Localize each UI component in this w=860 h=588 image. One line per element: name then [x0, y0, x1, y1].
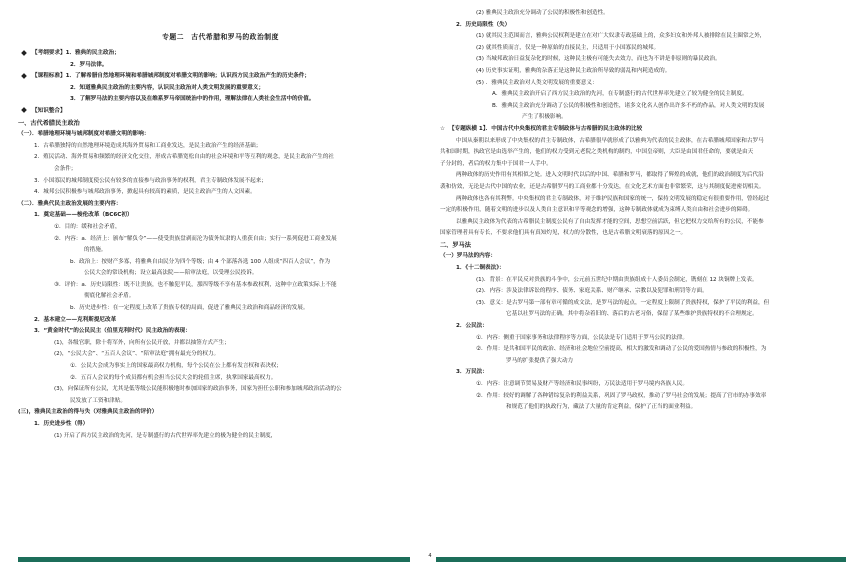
text-line — [18, 303, 423, 315]
text-line-content: 二、罗马法 — [440, 241, 471, 249]
text-line-content: 2．罗马法律。 — [70, 61, 108, 68]
text-line — [440, 356, 845, 368]
text-line-content: 它基以社罗马法的正确，其中将杂着旧的、落后的古老习俗，保留了某些维护贵族特权的不合理规定。 — [506, 311, 758, 318]
text-line — [18, 338, 423, 350]
text-line — [440, 321, 845, 333]
text-line-content: ②．内容：a．经济上：颁布“解负令”——使受贵族盘剥而沦为债务奴隶的人重获自由；实行一系列促进工商业发展 — [54, 235, 337, 242]
text-line — [440, 78, 845, 90]
text-line — [18, 234, 423, 246]
text-line-content: 和规范了他们的执政行为，藏法了大量的肯定利益，保护了正当的面业利益。 — [506, 404, 697, 411]
text-line — [440, 391, 845, 403]
text-line-content: ③．评价：a．历史局限性：既不让贵族，也不触犯平民，那四等级不享有基本参政权利，这种中立政策实际上不能 — [54, 281, 337, 288]
text-line-content: 3．万民法： — [456, 369, 488, 376]
text-line-content: 两种政体也各有其利弊。中央集权的君主专制政体，对于维护民族和国家的统一，保持文明发展的稳定有很重要作用，曾经起过 — [456, 195, 770, 202]
text-line — [440, 263, 845, 275]
text-line — [18, 187, 423, 199]
text-line-content: 袭和仿效，无论是古代中国的农业，还是古希腊罗马的工商业都十分发达，在文化艺术方面也非常繁荣，这与其制度促进密切相关。 — [440, 183, 765, 190]
text-line-content: 会条件； — [54, 165, 77, 172]
text-line — [440, 205, 845, 217]
left-column-text — [18, 48, 423, 442]
text-line — [18, 280, 423, 292]
text-line-content: 中国从秦朝以来形成了中央集权的君主专制政体，古希腊很早就形成了以雅典为代表的民主政体，在古希腊城邦国家和古罗马 — [456, 137, 764, 144]
text-line — [18, 384, 423, 396]
diamond-bullet-icon — [21, 50, 27, 56]
text-line-content: (1)．背景：在平民反对贵族的斗争中，公元前五世纪中期由贵族组成十人委员会制定，镌刻在 12 块铜牌上发表。 — [476, 276, 758, 283]
text-line-content: 共和国时期，执政官是由选举产生的，他们的权力受到元老院之类机构的制约，中国皇帝则，大臣是由国君任命的，要就是由天 — [440, 149, 754, 156]
text-line-content: 1．古希腊独特的自然地理环境造成其海外贸易和工商业发达，是民主政治产生的经济基础； — [34, 142, 262, 149]
text-line — [440, 194, 845, 206]
text-line-content: ①．内容：注意调节贸易及财产等经济和民事纠纷，万民法适用于罗马境内各族人民。 — [476, 381, 688, 387]
text-line — [18, 71, 423, 83]
diamond-bullet-icon — [21, 108, 27, 114]
text-line — [440, 20, 845, 32]
right-column — [440, 8, 845, 414]
text-line-content: B．雅典民主政治充分调动了公民的积极性和创造性，诸多文化名人创作出许多不朽的作品，对人类文明的发展 — [492, 102, 765, 109]
text-line — [440, 298, 845, 310]
text-line-content: b．政治上：按财产多寡，将雅典自由民分为四个等级；由 4 个部落各选 100 人组成“四百人会议”，作为 — [70, 258, 331, 265]
text-line-content: 国家管理者具有专长，不要求他们具有真知灼见，权力的分散性，也是古希腊文明衰落的原因之一。 — [440, 230, 687, 237]
text-line-content: ②．作用：较好的调解了各种错综复杂的利益关系，巩固了罗马政权，推动了罗马社会的发展；提高了官市的办事效率 — [476, 392, 767, 399]
text-line-content: 【课程标准】1．了解希腊自然地理环境和希腊城邦制度对希腊文明的影响；认识西方民主政治产生的历史条件； — [32, 73, 310, 80]
text-line-content: 1．《十二铜表法》： — [456, 265, 505, 272]
text-line-content: ②．作用：是共和国平民的政治、经济和社会地位空前提高，相大的激发和调动了公民的爱国热情与参政的积极性，为 — [476, 346, 767, 353]
text-line — [440, 344, 845, 356]
text-line-content: (3)，向保证所有公民，尤其是低等级公民能积极地时参加国家的政治事务，国家为担任公职和参加城邦政治活动的公 — [54, 386, 342, 393]
text-line — [440, 309, 845, 321]
text-line-content: （二）．雅典代民主政治发展的主要内容： — [18, 200, 122, 207]
text-line — [440, 240, 845, 252]
text-line — [440, 182, 845, 194]
text-line-content: 2．殖民活动、海外贸易和频繁的经济文化交往，形成古希腊宽松自由的社会环境和平等互利的观念，是民主政治产生的社 — [34, 154, 335, 161]
star-icon: ☆ — [440, 125, 446, 132]
text-line-content: ①．内容：侧重于国家事务和法律程序等方面，公民法是专门适用于罗马公民的法律。 — [476, 334, 688, 341]
text-line-content: (2) 雅典民主政治充分调动了公民的积极性和创造性。 — [476, 10, 609, 16]
text-line — [18, 419, 423, 431]
text-line-content: (2) 就其性质而言，仅是一种原始的直接民主，只适用于小国寡民的城邦。 — [476, 44, 660, 51]
right-column-text — [440, 8, 845, 414]
text-line-content: (1)，各级官职，除十将军外，向所有公民开放，并都以抽签方式产生； — [54, 339, 230, 346]
text-line-content: 3．了解罗马法的主要内容以及在维系罗马帝国统治中的作用，理解法律在人类社会生活中的价值。 — [70, 96, 315, 103]
text-line-content: (2)，“公民大会”、“五百人会议”、“陪审法庭”拥有最充分的权力。 — [54, 351, 220, 358]
text-line-content: b．历史进步性：在一定程度上改革了贵族专权的局面，促进了雅典民主政治和商品经济的发展。 — [70, 305, 309, 312]
text-line — [18, 60, 423, 72]
text-line — [440, 333, 845, 345]
text-line — [18, 141, 423, 153]
text-line-content: 2．知道雅典民主政治的主要内容，认识民主政治对人类文明发展的重要意义； — [70, 84, 265, 91]
text-line — [18, 222, 423, 234]
text-line-content: 公民大会的常设机构；设立最高法院——陪审法庭，以受理公民投诉。 — [84, 270, 258, 277]
text-line-content: ②．五百人会议的每个成员都有机会担当公民大会的轮值主席，执掌国家最高权力。 — [70, 374, 277, 381]
text-line — [18, 373, 423, 385]
text-line — [18, 83, 423, 95]
left-column — [18, 8, 423, 442]
text-line-content: 2．历史局限性（失） — [456, 21, 511, 28]
text-line — [18, 268, 423, 280]
text-line — [440, 286, 845, 298]
text-line — [440, 367, 845, 379]
text-line-content: 2．公民法： — [456, 323, 488, 330]
text-line — [440, 8, 845, 20]
text-line-content: (3) 当城邦政治日益复杂化的时候，这种民主极有可能失去效力，而也为不讲是非原则的暴民政治。 — [476, 56, 721, 63]
text-line-content: 以雅典民主政体为代表的古希腊民主制度公民有了自由发挥才能的空间，思想空前活跃，但它把权力交给所有的公民，不能参 — [456, 218, 764, 225]
text-line-content: (1) 就其民主范围而言，雅典公民权利是建立在对广大奴隶专政基础上的，众多妇女和外邦人被排除在民主圈常之外， — [476, 33, 766, 40]
text-line — [440, 43, 845, 55]
text-line-content: ①．目的：缓和社会矛盾， — [54, 223, 121, 230]
text-line-content: （一）罗马法的内容： — [440, 253, 496, 260]
text-line-content: 4．城邦公民积极参与城邦政治事务，掀起具有较高的素质，是民主政治产生的人文因素。 — [34, 189, 256, 196]
text-line — [440, 66, 845, 78]
text-line-content: (5) ．雅典民主政治对人类文明发展的重要意义： — [476, 79, 598, 86]
text-line-content: 3．小国寡民的城邦制度使公民有较多的直接参与政治事务的权利，君主专制政体发展不起来； — [34, 177, 267, 184]
text-line-content: ①．公民大会成为事实上的国家最高权力机构，每个公民在公上都有发言权和表决权； — [70, 363, 282, 370]
text-line-content: （一）．希腊地理环境与城邦制度对希腊文明的影响： — [18, 131, 150, 138]
text-line — [440, 112, 845, 124]
text-line-content: 【知识整合】 — [32, 107, 66, 114]
text-line — [440, 251, 845, 263]
text-line — [440, 101, 845, 113]
text-line — [18, 199, 423, 211]
text-line-content: 3．“黄金时代”的公民民主（伯里克利时代）民主政治的表现： — [34, 328, 191, 335]
text-line-content: 子分封的，者后的权力集中于国君一人手中。 — [440, 160, 552, 167]
text-line — [18, 245, 423, 257]
text-line-content: (2)．内容：涉及法律诉讼的程序、债务、家庭关系、财产继承、宗教以及犯罪和刑罚等方面。 — [476, 288, 708, 295]
text-line — [18, 118, 423, 130]
footer-bar-left — [18, 557, 410, 562]
text-line — [18, 315, 423, 327]
text-line — [440, 147, 845, 159]
text-line — [440, 228, 845, 240]
text-line — [440, 159, 845, 171]
text-line-content: (3)．意义：是古罗马第一部有章可循的成文法，是罗马法的起点，一定程度上限制了贵族特权，保护了平民的利益，但 — [476, 299, 770, 306]
text-line — [18, 257, 423, 269]
text-line-content: 一定的积极作用，随着文明的进步以及人类自主意识和平等观念的增强，这种专制政体就成为束缚人类自由和社会进步的障碍。 — [440, 207, 754, 214]
text-line — [18, 291, 423, 303]
text-line-content: 一、古代希腊民主政治 — [18, 119, 80, 127]
text-line — [440, 54, 845, 66]
page-title: 专题二 古代希腊和罗马的政治制度 — [162, 33, 279, 41]
text-line-content: 两种政体的历史作用有其相似之处。进入文明时代以后的中国、希腊和罗马，都取得了辉煌的成就，他们的政治制度为后代沿 — [456, 172, 764, 179]
text-line — [18, 431, 423, 443]
text-line-content: (三)，雅典民主政治的得与失（对雅典民主政治的评价） — [18, 409, 158, 416]
text-line — [18, 164, 423, 176]
text-line — [18, 94, 423, 106]
text-line — [18, 349, 423, 361]
text-line — [18, 48, 423, 60]
text-line-content: 罗马的扩张提供了强大动力 — [506, 357, 574, 364]
text-line — [18, 210, 423, 222]
text-line-content: (1) 开启了西方民主政治的先河，是专制盛行的古代世界率先建立的极为健全的民主制度， — [54, 432, 277, 439]
text-line — [18, 396, 423, 408]
text-line — [18, 152, 423, 164]
text-line — [18, 326, 423, 338]
text-line-content: 产生了积极影响。 — [522, 114, 567, 121]
text-line — [18, 106, 423, 118]
text-line — [440, 402, 845, 414]
text-line-content: 2．基本建立——克利斯提尼改革 — [34, 316, 117, 323]
text-line-content: 【考纲要求】1．雅典的民主政治； — [32, 50, 120, 56]
text-line — [18, 176, 423, 188]
text-line — [18, 361, 423, 373]
text-line — [440, 217, 845, 229]
page-number: 4 — [428, 553, 432, 559]
text-line-content: 的措施。 — [84, 247, 107, 254]
text-line — [440, 379, 845, 391]
diamond-bullet-icon — [21, 73, 27, 79]
text-line-content: 1．历史进步性（得） — [34, 421, 89, 427]
text-line-content: 【专题纵横 1】．中国古代中央集权的君主专制政体与古希腊的民主政体的比较 — [449, 125, 643, 132]
text-line-content: 彻底化解社会矛盾。 — [84, 293, 135, 300]
text-line — [440, 170, 845, 182]
text-line — [18, 129, 423, 141]
text-line — [440, 136, 845, 148]
text-line — [18, 407, 423, 419]
text-line — [440, 124, 845, 136]
footer-bar-right — [436, 557, 846, 562]
text-line — [440, 31, 845, 43]
text-line-content: A．雅典民主政治开启了西方民主政治的先河，在专制盛行的古代世界率先建立了较为健全的民主制度。 — [492, 91, 748, 98]
text-line-content: 民发放了工资和津贴。 — [70, 397, 126, 404]
text-line-content: 1．奠定基础——梭伦改革（BC6C初） — [34, 212, 133, 219]
text-line-content: (4) 历史事实证明，雅典的杂落正是这种民主政治所导致的弱乱和内耗造成的。 — [476, 67, 671, 74]
text-line — [440, 89, 845, 101]
text-line — [440, 275, 845, 287]
